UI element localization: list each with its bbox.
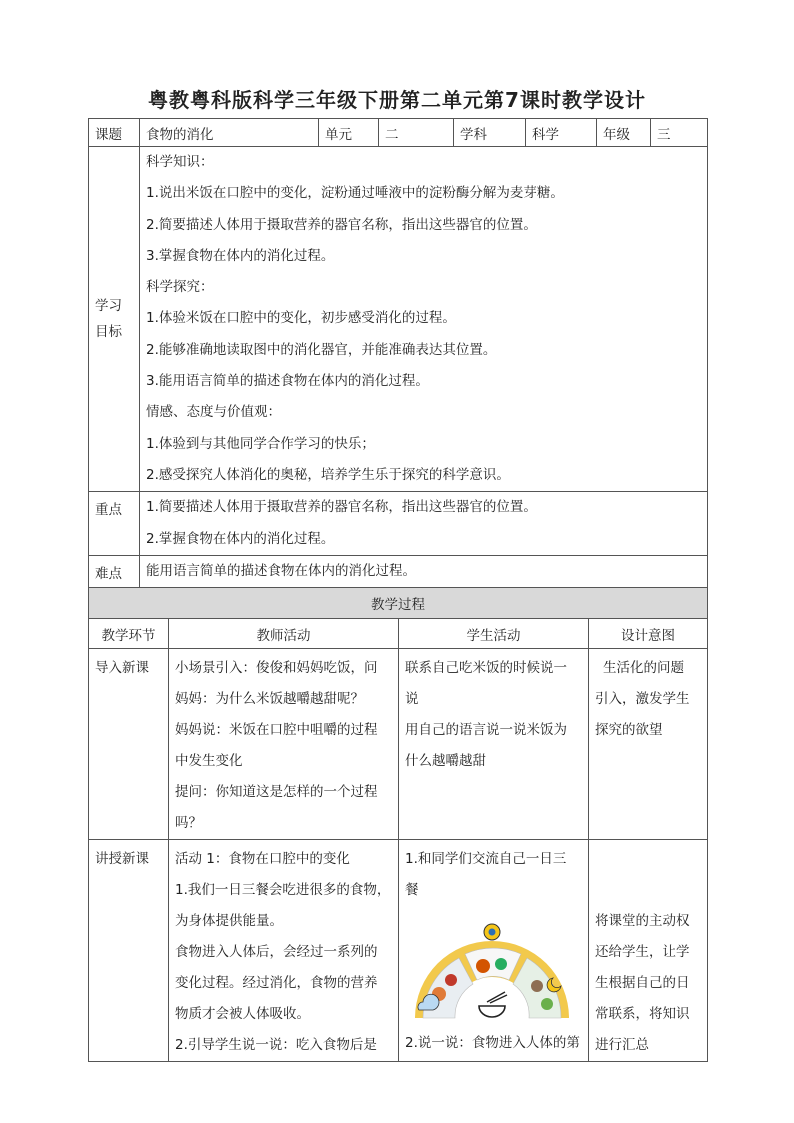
goals-label-line: 目标 <box>95 324 122 341</box>
goal-line: 2.简要描述人体用于摄取营养的器官名称，指出这些器官的位置。 <box>146 216 537 233</box>
subject-value: 科学 <box>526 119 597 147</box>
goal-line: 情感、态度与价值观： <box>146 404 281 421</box>
difficulty-label: 难点 <box>89 555 140 587</box>
lecture-row <box>89 840 708 1062</box>
lecture-intent-line: 将课堂的主动权 <box>595 913 690 929</box>
header-intent: 设计意图 <box>589 619 708 649</box>
lecture-intent <box>589 840 708 1062</box>
teaching-process-table <box>88 587 708 1062</box>
lecture-teacher-line: 食物进入人体后，会经过一系列的 <box>175 944 378 960</box>
intro-intent-line: 生活化的问题 <box>603 660 684 676</box>
goal-line: 2.感受探究人体消化的奥秘，培养学生乐于探究的科学意识。 <box>146 466 510 483</box>
lecture-teacher-line: 活动 1：食物在口腔中的变化 <box>175 851 350 867</box>
key-point-line: 2.掌握食物在体内的消化过程。 <box>146 530 335 547</box>
key-points-row <box>89 492 708 556</box>
grade-label: 年级 <box>597 119 651 147</box>
lecture-intent-line: 生根据自己的日 <box>595 975 690 991</box>
breakfast-food <box>445 974 457 986</box>
process-banner-row <box>89 588 708 619</box>
subject-label: 学科 <box>454 119 526 147</box>
key-points-label: 重点 <box>89 492 140 556</box>
rice-bowl-icon <box>479 1006 505 1017</box>
intro-student-line: 联系自己吃米饭的时候说一 <box>405 660 567 676</box>
three-meals-illustration <box>403 912 581 1024</box>
unit-label: 单元 <box>319 119 379 147</box>
goals-label-line: 学习 <box>95 298 122 315</box>
key-points-content <box>140 492 708 556</box>
lunch-food <box>495 958 507 970</box>
intro-student-line: 用自己的语言说一说米饭为 <box>405 722 567 738</box>
sun-icon-center <box>489 929 496 936</box>
difficulty-content: 能用语言简单的描述食物在体内的消化过程。 <box>140 555 708 587</box>
goal-line: 3.能用语言简单的描述食物在体内的消化过程。 <box>146 373 429 390</box>
goal-line: 2.能够准确地读取图中的消化器官，并能准确表达其位置。 <box>146 341 497 358</box>
intro-teacher-line: 中发生变化 <box>175 753 243 769</box>
difficulty-row <box>89 555 708 587</box>
key-point-line: 1.简要描述人体用于摄取营养的器官名称，指出这些器官的位置。 <box>146 499 537 516</box>
intro-teacher-line: 小场景引入：俊俊和妈妈吃饭，问 <box>175 660 378 676</box>
goals-content <box>140 147 708 492</box>
intro-teacher-line: 妈妈说：米饭在口腔中咀嚼的过程 <box>175 722 378 738</box>
intro-student <box>399 649 589 840</box>
lecture-teacher <box>169 840 399 1062</box>
intro-intent <box>589 649 708 840</box>
intro-teacher-line: 妈妈：为什么米饭越嚼越甜呢？ <box>175 691 364 707</box>
process-header-row <box>89 619 708 649</box>
lecture-student-line: 2.说一说：食物进入人体的第 <box>405 1035 580 1051</box>
topic-value: 食物的消化 <box>140 119 319 147</box>
intro-intent-line: 引入，激发学生 <box>595 691 690 707</box>
lecture-intent-line: 还给学生，让学 <box>595 944 690 960</box>
info-row <box>89 119 708 147</box>
intro-student-line: 什么越嚼越甜 <box>405 753 486 769</box>
intro-teacher <box>169 649 399 840</box>
goals-label <box>89 147 140 492</box>
header-teacher: 教师活动 <box>169 619 399 649</box>
goal-line: 3.掌握食物在体内的消化过程。 <box>146 247 335 264</box>
lecture-teacher-line: 变化过程。经过消化，食物的营养 <box>175 975 378 991</box>
intro-teacher-line: 提问：你知道这是怎样的一个过程 <box>175 784 378 800</box>
lecture-teacher-line: 1.我们一日三餐会吃进很多的食物， <box>175 882 391 898</box>
topic-label: 课题 <box>89 119 140 147</box>
lunch-food <box>476 959 490 973</box>
header-stage: 教学环节 <box>89 619 169 649</box>
goal-line: 1.体验到与其他同学合作学习的快乐； <box>146 435 375 452</box>
lecture-student-line: 1.和同学们交流自己一日三 <box>405 851 567 867</box>
process-banner: 教学过程 <box>89 588 708 619</box>
lecture-teacher-line: 2.引导学生说一说：吃入食物后是 <box>175 1037 377 1053</box>
intro-stage: 导入新课 <box>89 649 169 840</box>
lecture-student-line: 餐 <box>405 882 419 898</box>
goal-line: 科学知识： <box>146 154 214 170</box>
lecture-intent-spacer <box>595 844 701 906</box>
intro-intent-line: 探究的欲望 <box>595 722 663 738</box>
dinner-food <box>531 980 543 992</box>
lecture-teacher-line: 物质才会被人体吸收。 <box>175 1006 310 1022</box>
goal-line: 科学探究： <box>146 279 214 296</box>
lesson-info-table <box>88 118 708 588</box>
lecture-intent-line: 进行汇总 <box>595 1037 649 1053</box>
lecture-student <box>399 840 589 1062</box>
lecture-teacher-line: 为身体提供能量。 <box>175 913 283 929</box>
dinner-food <box>541 998 553 1010</box>
goal-line: 1.说出米饭在口腔中的变化，淀粉通过唾液中的淀粉酶分解为麦芽糖。 <box>146 185 564 202</box>
intro-student-line: 说 <box>405 691 419 707</box>
goals-row <box>89 147 708 492</box>
lecture-intent-line: 常联系，将知识 <box>595 1006 690 1022</box>
unit-value: 二 <box>379 119 454 147</box>
grade-value: 三 <box>651 119 708 147</box>
goal-line: 1.体验米饭在口腔中的变化，初步感受消化的过程。 <box>146 310 456 327</box>
lecture-stage: 讲授新课 <box>89 840 169 1062</box>
header-student: 学生活动 <box>399 619 589 649</box>
page-title: 粤教粤科版科学三年级下册第二单元第7课时教学设计 <box>148 88 646 112</box>
intro-teacher-line: 吗？ <box>175 815 202 831</box>
intro-row <box>89 649 708 840</box>
